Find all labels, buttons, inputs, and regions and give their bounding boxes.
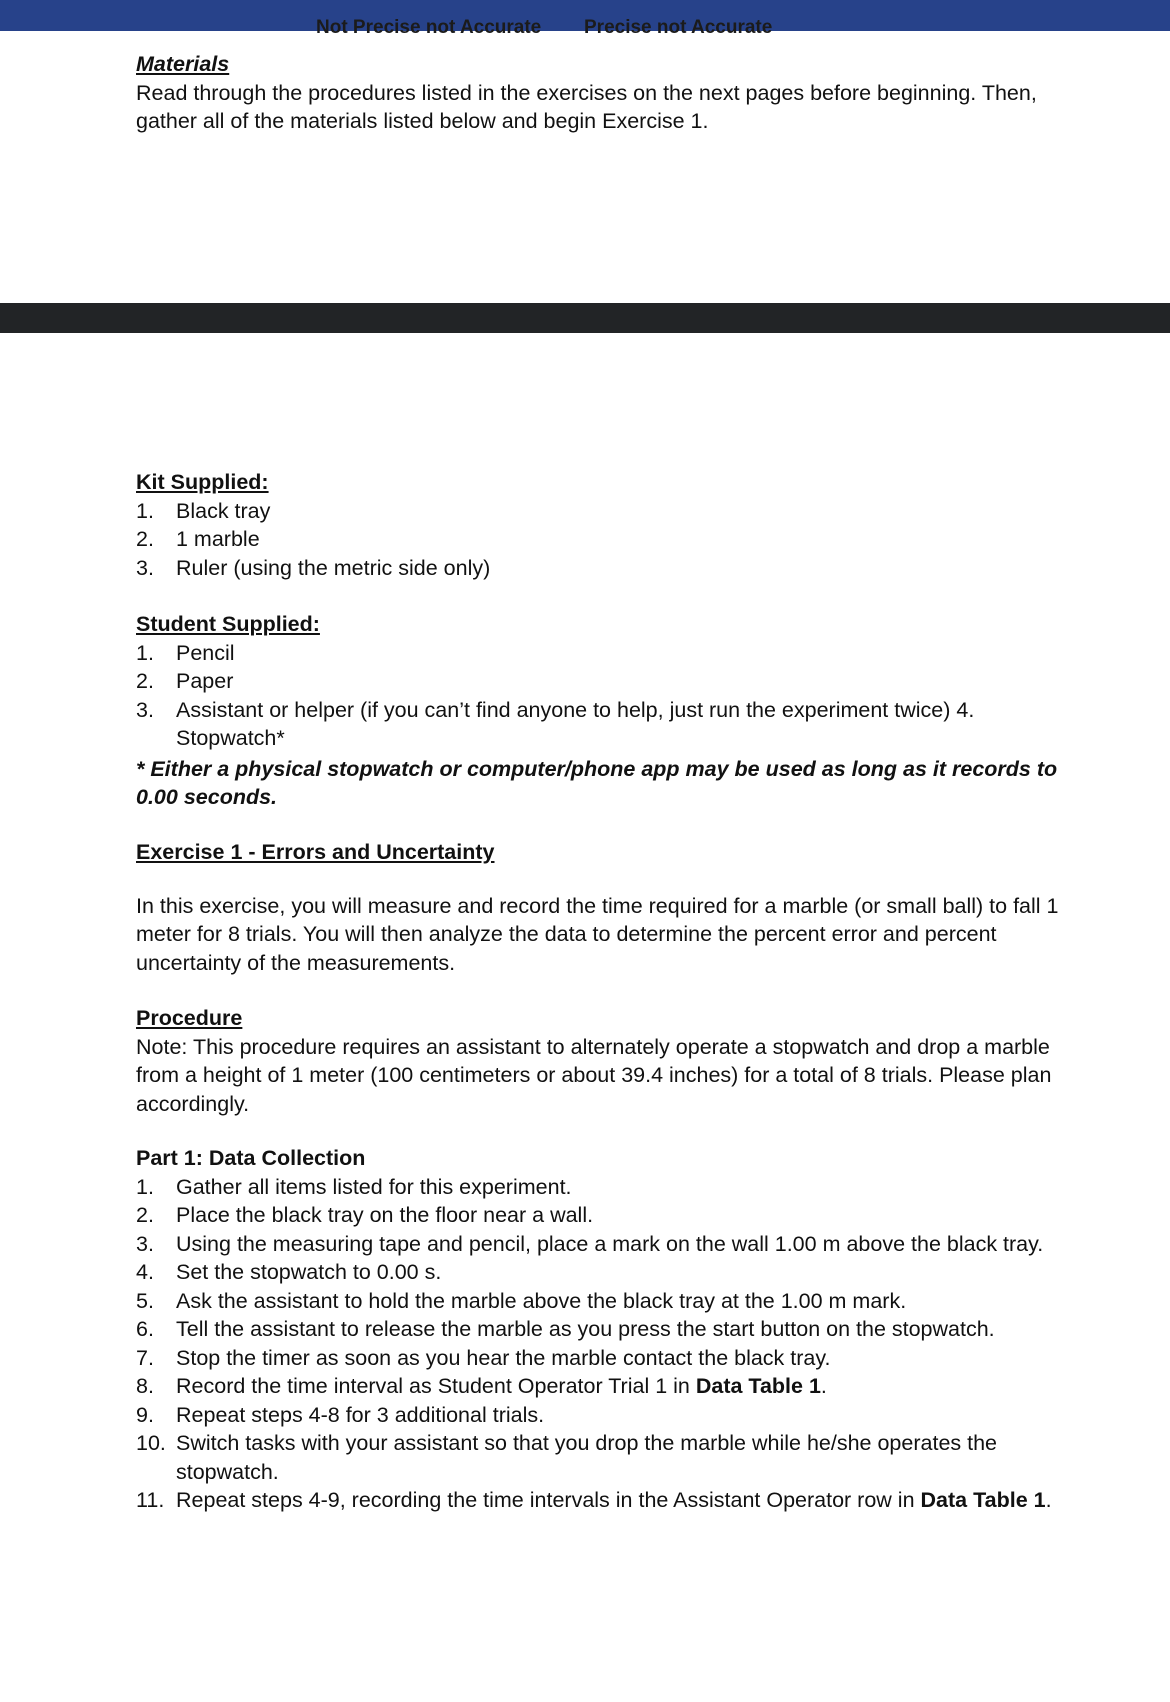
materials-section	[136, 50, 1070, 136]
materials-heading: Materials	[136, 52, 230, 76]
procedure-note: Note: This procedure requires an assistant to alternately operate a stopwatch and drop a marble from a height of 1 meter (100 centimeters or about 39.4 inches) for a total of 8 trials. Please plan accordingly.	[136, 1034, 1052, 1116]
list-item: 3. Ruler (using the metric side only)	[136, 555, 491, 580]
list-item: 10. Switch tasks with your assistant so that you drop the marble while he/she operates the stopwatch.	[136, 1431, 998, 1484]
procedure-section	[136, 1004, 1070, 1118]
list-item: 5. Ask the assistant to hold the marble above the black tray at the 1.00 m mark.	[136, 1288, 907, 1313]
part1-section	[136, 1144, 1070, 1515]
exercise-intro: In this exercise, you will measure and record the time required for a marble (or small ball) to fall 1 meter for 8 trials. You will then analyze the data to determine the percent error and percent uncertainty of the measurements.	[136, 893, 1059, 975]
list-item: 1. Black tray	[136, 498, 271, 523]
list-item: 6. Tell the assistant to release the marble as you press the start button on the stopwatch.	[136, 1317, 995, 1341]
list-item: 4. Set the stopwatch to 0.00 s.	[136, 1260, 442, 1284]
list-item: 2. Place the black tray on the floor near a wall.	[136, 1203, 594, 1227]
divider-band	[0, 303, 1170, 333]
kit-supplied-section	[136, 468, 1070, 582]
student-supplied-section	[136, 610, 1070, 812]
list-item: 1. Gather all items listed for this experiment.	[136, 1174, 572, 1199]
list-item: 2. Paper	[136, 669, 234, 693]
list-item: 3. Assistant or helper (if you can’t find anyone to help, just run the experiment twice) 4. Stopwatch*	[136, 697, 975, 750]
student-supplied-list	[136, 639, 1070, 753]
exercise-section	[136, 838, 1070, 977]
kit-supplied-heading: Kit Supplied:	[136, 470, 269, 494]
list-item: 1. Pencil	[136, 640, 235, 665]
cut-off-labels	[0, 18, 1170, 34]
list-item: 7. Stop the timer as soon as you hear the marble contact the black tray.	[136, 1345, 831, 1370]
materials-text: Read through the procedures listed in the exercises on the next pages before beginning. Then, gather all of the materials listed below and begin Exercise 1.	[136, 80, 1037, 133]
cut-label-right: Precise not Accurate	[584, 18, 773, 34]
part1-heading: Part 1: Data Collection	[136, 1146, 366, 1170]
student-supplied-heading: Student Supplied:	[136, 612, 320, 636]
part1-steps	[136, 1173, 1070, 1515]
list-item: 3. Using the measuring tape and pencil, place a mark on the wall 1.00 m above the black tray.	[136, 1231, 1044, 1256]
list-item: 11. Repeat steps 4-9, recording the time intervals in the Assistant Operator row in Data Table 1.	[136, 1488, 1052, 1512]
procedure-heading: Procedure	[136, 1006, 243, 1030]
list-item: 8. Record the time interval as Student Operator Trial 1 in Data Table 1.	[136, 1374, 827, 1398]
cut-label-left: Not Precise not Accurate	[316, 18, 542, 34]
list-item: 2. 1 marble	[136, 527, 260, 551]
kit-supplied-list	[136, 497, 1070, 583]
exercise-heading: Exercise 1 - Errors and Uncertainty	[136, 840, 495, 864]
list-item: 9. Repeat steps 4-8 for 3 additional trials.	[136, 1402, 545, 1427]
stopwatch-note: * Either a physical stopwatch or computer/phone app may be used as long as it records to 0.00 seconds.	[136, 756, 1058, 809]
